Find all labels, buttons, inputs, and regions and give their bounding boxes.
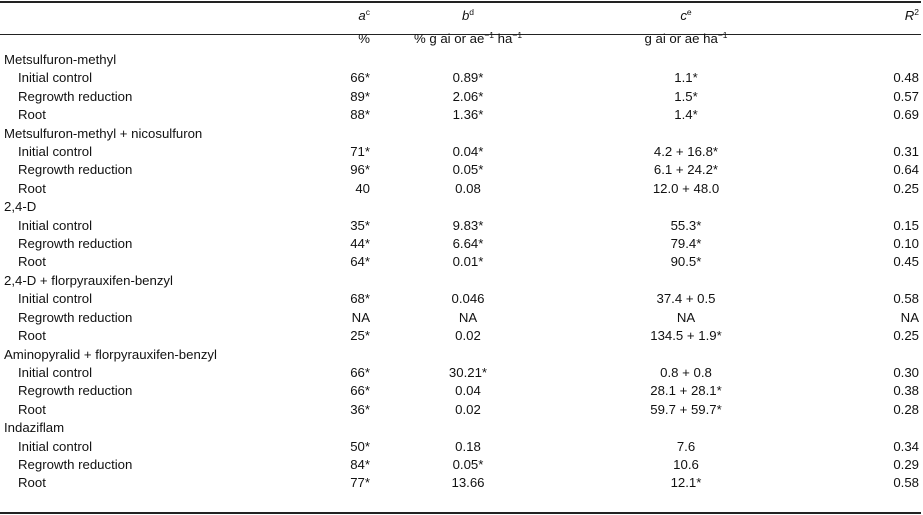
table-row (0, 235, 921, 253)
cell-c: 59.7 + 59.7* (650, 401, 722, 417)
cell-r2: 0.15 (893, 217, 919, 233)
group-label: Indaziflam (4, 420, 65, 436)
cell-b: 9.83* (452, 217, 484, 233)
units-b: % g ai or $ae^{-1}$ $ha^{-1}$ (413, 30, 523, 46)
table-row (0, 309, 921, 327)
cell-r2: 0.58 (893, 475, 919, 491)
cell-a: 88* (350, 107, 370, 123)
group-row (0, 51, 921, 69)
cell-r2: 0.38 (893, 383, 919, 399)
table-row (0, 382, 921, 400)
cell-r2: 0.69 (893, 107, 919, 123)
bottom-rule (0, 512, 921, 514)
table-row (0, 143, 921, 161)
group-label: Aminopyralid + florpyrauxifen-benzyl (4, 346, 217, 362)
row-label: Root (18, 107, 46, 123)
cell-a: 66* (350, 70, 370, 86)
table-row (0, 106, 921, 124)
header-a: $a^c$ (358, 7, 370, 23)
row-label: Regrowth reduction (18, 236, 133, 252)
row-label: Regrowth reduction (18, 456, 133, 472)
group-label: 2,4-D + florpyrauxifen-benzyl (4, 272, 173, 288)
table-row (0, 327, 921, 345)
table-row (0, 474, 921, 492)
cell-b: 0.04* (452, 144, 484, 160)
cell-r2: 0.29 (893, 456, 919, 472)
units-a: % (358, 31, 370, 46)
cell-b: 6.64* (452, 236, 484, 252)
header-c: $c^e$ (680, 7, 692, 23)
cell-c: 12.0 + 48.0 (652, 180, 720, 196)
cell-a: 89* (350, 88, 370, 104)
cell-a: 71* (350, 144, 370, 160)
cell-a: NA (351, 309, 370, 325)
cell-c: 90.5* (670, 254, 702, 270)
table-row (0, 161, 921, 179)
cell-c: 1.1* (674, 70, 698, 86)
cell-c: 79.4* (670, 236, 702, 252)
group-row (0, 198, 921, 216)
cell-b: 0.08 (455, 180, 481, 196)
cell-r2: 0.34 (893, 438, 919, 454)
cell-a: 84* (350, 456, 370, 472)
table-row (0, 69, 921, 87)
group-row (0, 346, 921, 364)
row-label: Regrowth reduction (18, 383, 133, 399)
cell-r2: 0.28 (893, 401, 919, 417)
cell-b: 0.01* (452, 254, 484, 270)
cell-c: 37.4 + 0.5 (656, 291, 716, 307)
table-row (0, 364, 921, 382)
group-row (0, 125, 921, 143)
row-label: Initial control (18, 438, 93, 454)
row-label: Root (18, 475, 46, 491)
cell-c: NA (676, 309, 696, 325)
cell-c: 28.1 + 28.1* (650, 383, 722, 399)
cell-c: 0.8 + 0.8 (660, 364, 712, 380)
cell-r2: 0.64 (893, 162, 919, 178)
cell-r2: NA (900, 309, 919, 325)
cell-b: 0.02 (455, 401, 481, 417)
cell-c: 7.6 (676, 438, 696, 454)
cell-b: 0.18 (455, 438, 481, 454)
row-label: Root (18, 401, 46, 417)
table-row (0, 290, 921, 308)
row-label: Root (18, 180, 46, 196)
cell-r2: 0.45 (893, 254, 919, 270)
cell-r2: 0.30 (893, 364, 919, 380)
header-b: $b^d$ (461, 7, 475, 23)
header-r2: $R^2$ (904, 7, 919, 23)
cell-b: 0.89* (452, 70, 484, 86)
row-label: Regrowth reduction (18, 88, 133, 104)
table-row (0, 456, 921, 474)
group-label: Metsulfuron-methyl (4, 52, 117, 67)
cell-b: 0.046 (451, 291, 485, 307)
cell-b: 0.05* (452, 456, 484, 472)
row-label: Root (18, 328, 46, 344)
cell-a: 66* (350, 383, 370, 399)
row-label: Root (18, 254, 46, 270)
row-label: Initial control (18, 291, 93, 307)
results-table (0, 5, 921, 493)
cell-r2: 0.58 (893, 291, 919, 307)
cell-c: 6.1 + 24.2* (653, 162, 719, 178)
cell-b: 0.05* (452, 162, 484, 178)
cell-b: 30.21* (448, 364, 488, 380)
cell-a: 25* (350, 328, 370, 344)
cell-c: 10.6 (673, 456, 699, 472)
header-row (0, 5, 921, 27)
cell-a: 68* (350, 291, 370, 307)
cell-b: 2.06* (452, 88, 484, 104)
table-row (0, 253, 921, 271)
cell-r2: 0.10 (893, 236, 919, 252)
table-row (0, 438, 921, 456)
group-label: 2,4-D (4, 199, 37, 215)
cell-c: 134.5 + 1.9* (650, 328, 722, 344)
row-label: Initial control (18, 70, 93, 86)
units-row (0, 27, 921, 51)
cell-r2: 0.25 (893, 328, 919, 344)
table-row (0, 217, 921, 235)
cell-a: 66* (350, 364, 370, 380)
cell-r2: 0.25 (893, 180, 919, 196)
cell-a: 77* (350, 475, 370, 491)
cell-a: 64* (350, 254, 370, 270)
row-label: Initial control (18, 144, 93, 160)
cell-r2: 0.48 (893, 70, 919, 86)
cell-b: 0.02 (455, 328, 481, 344)
cell-r2: 0.31 (893, 144, 919, 160)
cell-c: 12.1* (670, 475, 702, 491)
row-label: Regrowth reduction (18, 162, 133, 178)
cell-a: 35* (350, 217, 370, 233)
cell-a: 40 (355, 180, 370, 196)
cell-r2: 0.57 (893, 88, 919, 104)
row-label: Regrowth reduction (18, 309, 133, 325)
top-rule (0, 1, 921, 3)
table-row (0, 88, 921, 106)
group-label: Metsulfuron-methyl + nicosulfuron (4, 125, 203, 141)
table-row (0, 401, 921, 419)
cell-a: 36* (350, 401, 370, 417)
group-row (0, 419, 921, 437)
cell-b: NA (458, 309, 478, 325)
cell-a: 50* (350, 438, 370, 454)
cell-c: 1.5* (674, 88, 698, 104)
cell-c: 4.2 + 16.8* (653, 144, 719, 160)
cell-b: 0.04 (455, 383, 481, 399)
cell-c: 1.4* (674, 107, 698, 123)
table-row (0, 180, 921, 198)
header-blank (0, 5, 300, 27)
cell-b: 13.66 (451, 475, 485, 491)
group-row (0, 272, 921, 290)
cell-b: 1.36* (452, 107, 484, 123)
cell-a: 96* (350, 162, 370, 178)
row-label: Initial control (18, 217, 93, 233)
row-label: Initial control (18, 364, 93, 380)
cell-c: 55.3* (670, 217, 702, 233)
units-c: g ai or ae $ha^{-1}$ (644, 30, 728, 46)
cell-a: 44* (350, 236, 370, 252)
